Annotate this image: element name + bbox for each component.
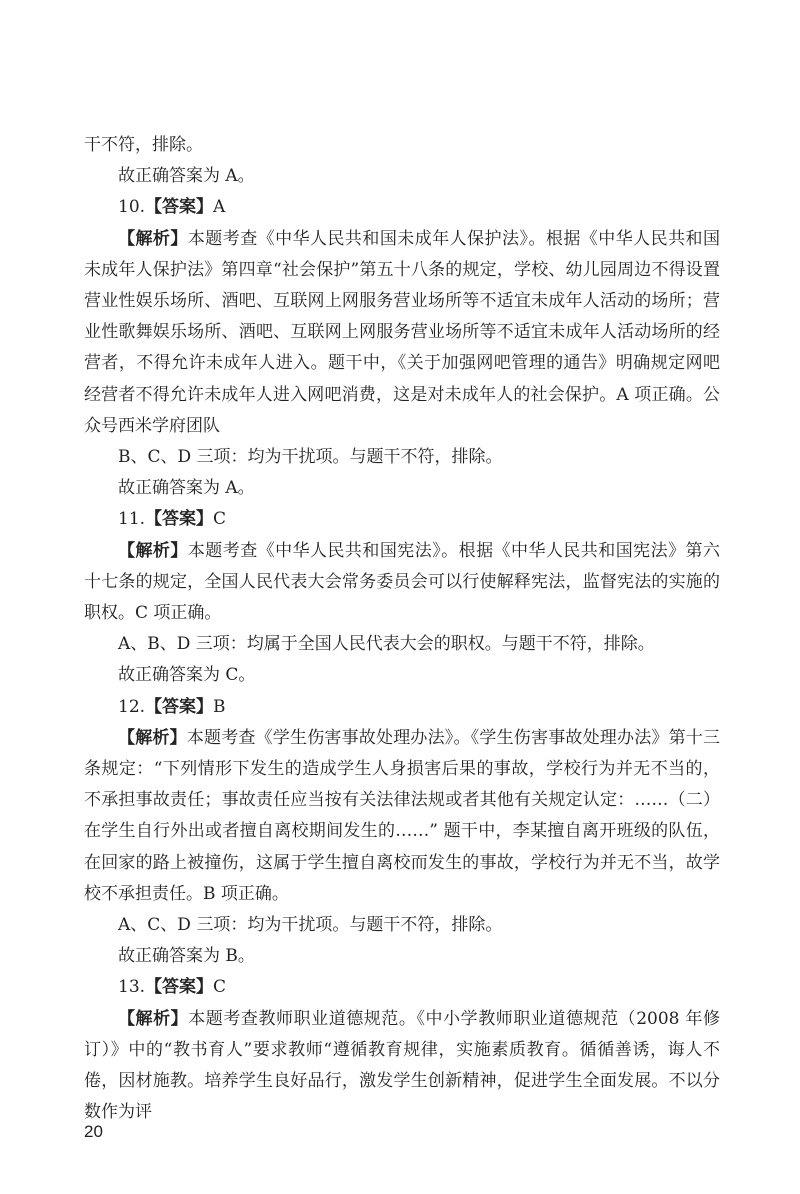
paragraph-text: 干不符，排除。 <box>84 135 203 155</box>
paragraph-text: 12. <box>118 696 146 717</box>
section-marker: 【解析】 <box>118 727 187 748</box>
paragraph <box>84 660 720 691</box>
paragraph-text: A、B、D 三项：均属于全国人民代表大会的职权。与题干不符，排除。 <box>118 634 655 655</box>
paragraph-text: 本题考查教师职业道德规范。《中小学教师职业道德规范（2008 年修订）》中的“教书育人”要求教师“遵循教育规律，实施素质教育。循循善诱，诲人不倦，因材施教。培养学生良好品行，激发学生创新精神，促进学生全面发展。不以分数作为评 <box>84 1008 721 1123</box>
paragraph <box>84 941 720 972</box>
paragraph <box>84 442 720 473</box>
paragraph-text: 10. <box>118 197 146 218</box>
page-number: 20 <box>84 1122 103 1141</box>
paragraph-text: C <box>213 509 227 530</box>
section-marker: 【答案】 <box>145 696 214 717</box>
section-marker: 【答案】 <box>145 197 214 218</box>
section-marker: 【解析】 <box>118 540 188 561</box>
paragraph-text: B、C、D 三项：均为干扰项。与题干不符，排除。 <box>118 447 503 468</box>
paragraph <box>84 972 720 1003</box>
paragraph-text: 本题考查《中华人民共和国宪法》。根据《中华人民共和国宪法》第六十七条的规定，全国人民代表大会常务委员会可以行使解释宪法，监督宪法的实施的职权。C 项正确。 <box>84 540 721 624</box>
page-body <box>84 130 720 1129</box>
paragraph-text: 本题考查《学生伤害事故处理办法》。《学生伤害事故处理办法》第十三条规定：“下列情形下发生的造成学生人身损害后果的事故，学校行为并无不当的，不承担事故责任；事故责任应当按有关法律法规或者其他有关规定认定：……（二）在学生自行外出或者擅自离校期间发生的……” 题干中，李某擅自离开班级的队伍，在回家的路上被撞伤，这属于学生擅自离校而发生的事故，学校行为并无不当，故学校不承担责任。B 项正确。 <box>84 727 721 904</box>
paragraph-text: 本题考查《中华人民共和国未成年人保护法》。根据《中华人民共和国未成年人保护法》第四章“社会保护”第五十八条的规定，学校、幼儿园周边不得设置营业性娱乐场所、酒吧、互联网上网服务营业场所等不适宜未成年人活动的场所；营业性歌舞娱乐场所、酒吧、互联网上网服务营业场所等不适宜未成年人活动场所的经营者，不得允许未成年人进入。题干中，《关于加强网吧管理的通告》明确规定网吧经营者不得允许未成年人进入网吧消费，这是对未成年人的社会保护。A 项正确。公众号西米学府团队 <box>84 228 721 436</box>
paragraph <box>84 692 720 723</box>
section-marker: 【答案】 <box>145 509 214 530</box>
paragraph <box>84 161 720 192</box>
paragraph <box>84 723 720 910</box>
paragraph <box>84 536 720 630</box>
paragraph-text: 11. <box>118 509 146 530</box>
paragraph-text: 故正确答案为 C。 <box>118 665 256 686</box>
paragraph-text: B <box>213 696 226 717</box>
section-marker: 【解析】 <box>118 1008 189 1029</box>
paragraph <box>84 504 720 535</box>
paragraph <box>84 629 720 660</box>
paragraph-text: A <box>213 197 226 218</box>
paragraph <box>84 1004 720 1129</box>
paragraph <box>84 910 720 941</box>
section-marker: 【答案】 <box>145 977 214 998</box>
section-marker: 【解析】 <box>118 228 188 249</box>
paragraph-text: 故正确答案为 A。 <box>118 478 255 499</box>
paragraph-text: 故正确答案为 B。 <box>118 946 255 967</box>
paragraph <box>84 192 720 223</box>
paragraph <box>84 473 720 504</box>
paragraph-text: A、C、D 三项：均为干扰项。与题干不符，排除。 <box>118 915 503 936</box>
paragraph-text: 故正确答案为 A。 <box>118 166 255 187</box>
paragraph <box>84 224 720 442</box>
paragraph-text: 13. <box>118 977 146 998</box>
paragraph-text: C <box>213 977 227 998</box>
paragraph <box>84 130 720 161</box>
